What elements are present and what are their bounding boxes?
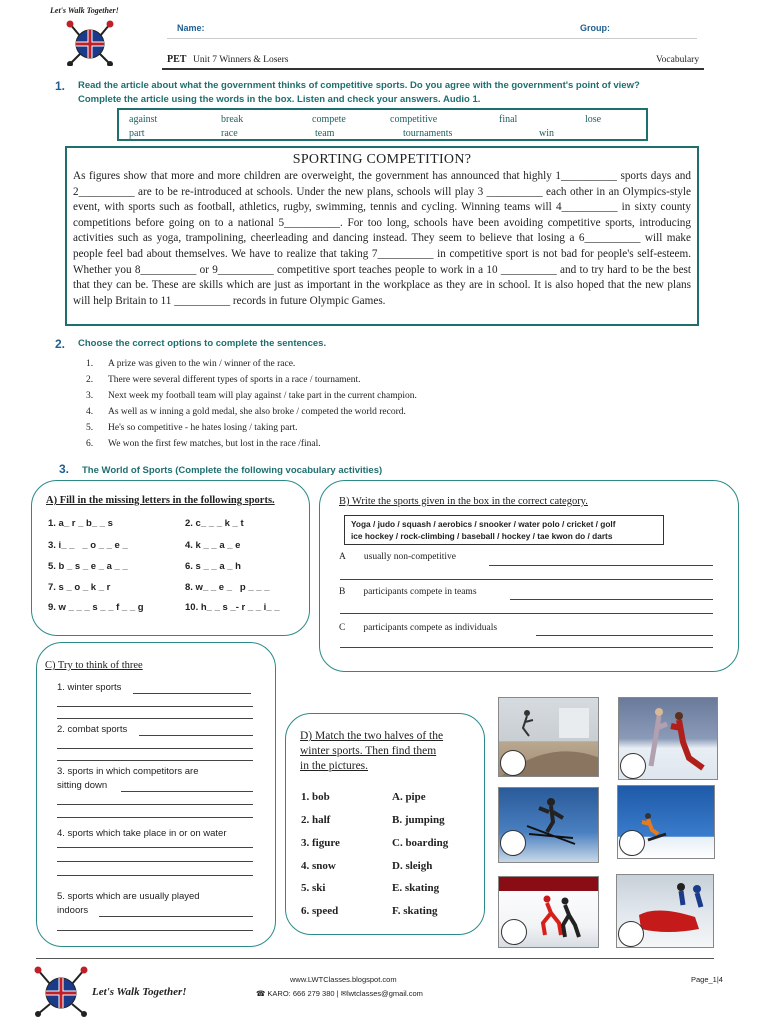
box-d	[285, 713, 485, 935]
answer-circle[interactable]	[618, 921, 644, 947]
answer-line[interactable]	[57, 748, 253, 749]
logo-ball-icon	[60, 18, 120, 66]
fill-item: 3. i_ _ _ o _ _ e _	[48, 540, 128, 551]
box-d-title-3: in the pictures.	[300, 760, 369, 772]
match-right: D. sleigh	[392, 860, 433, 872]
answer-circle[interactable]	[620, 753, 646, 779]
answer-line[interactable]	[139, 735, 253, 736]
fill-item: 9. w _ _ _ s _ _ f _ _ g	[48, 602, 144, 613]
name-label: Name:	[177, 23, 205, 33]
footer-logo-text: Let's Walk Together!	[92, 986, 187, 998]
ex2-number: 2.	[55, 337, 66, 351]
sports-list-box	[344, 515, 664, 545]
fill-item: 8. w_ _ e _ p _ _ _	[185, 582, 270, 593]
match-left: 2. half	[301, 814, 331, 826]
word: race	[221, 128, 238, 139]
match-right: A. pipe	[392, 791, 426, 803]
box-d-title-1: D) Match the two halves of the	[300, 730, 444, 742]
answer-line[interactable]	[340, 579, 713, 580]
fill-item: 2. c_ _ _ k _ t	[185, 518, 244, 529]
sentence-item: 2. There were several different types of sports in a race / tournament.	[86, 375, 361, 385]
match-left: 1. bob	[301, 791, 330, 803]
name-line[interactable]	[167, 38, 697, 39]
answer-line[interactable]	[57, 861, 253, 862]
word: lose	[585, 114, 602, 125]
match-left: 5. ski	[301, 882, 326, 894]
answer-line[interactable]	[340, 647, 713, 648]
word: team	[315, 128, 335, 139]
ex3-instructions: The World of Sports (Complete the following vocabulary activities)	[82, 465, 383, 476]
fill-item: 10. h_ _ s _- r _ _ i_ _	[185, 602, 280, 613]
answer-line[interactable]	[57, 706, 253, 707]
box-c	[36, 642, 276, 947]
fill-item: 6. s _ _ a _ h	[185, 561, 241, 572]
snowboarding-photo	[617, 785, 715, 859]
match-left: 4. snow	[301, 860, 336, 872]
word: competitive	[390, 114, 438, 125]
footer-logo	[22, 962, 222, 1018]
question-3b: sitting down	[57, 780, 108, 791]
answer-line[interactable]	[99, 916, 253, 917]
question-5b: indoors	[57, 905, 89, 916]
sentence-item: 4. As well as w inning a gold medal, she also broke / competed the world record.	[86, 407, 406, 417]
answer-line[interactable]	[57, 804, 253, 805]
footer-rule	[36, 958, 714, 959]
match-right: E. skating	[392, 882, 440, 894]
bobsleigh-photo	[616, 874, 714, 948]
word: final	[499, 114, 518, 125]
word: compete	[312, 114, 346, 125]
halfpipe-photo	[498, 697, 599, 777]
section-label: Vocabulary	[656, 55, 700, 65]
match-right: C. boarding	[392, 837, 449, 849]
word-box	[117, 108, 648, 141]
footer-contact[interactable]: ☎ KARO: 666 279 380 | ✉lwtclasses@gmail.com	[256, 989, 423, 998]
answer-line[interactable]	[340, 613, 713, 614]
box-b	[319, 480, 739, 672]
answer-line[interactable]	[57, 875, 253, 876]
box-b-title: B) Write the sports given in the box in the correct category.	[339, 496, 588, 507]
ex1-number: 1.	[55, 79, 66, 93]
fill-item: 1. a_ r _ b_ _ s	[48, 518, 113, 529]
ski-jumping-photo	[498, 787, 599, 863]
word: against	[129, 114, 158, 125]
article-box	[65, 146, 699, 326]
answer-line[interactable]	[57, 930, 253, 931]
fill-item: 5. b _ s _ e _ a _ _	[48, 561, 128, 572]
answer-line[interactable]	[121, 791, 253, 792]
figure-skating-photo	[618, 697, 718, 780]
answer-circle[interactable]	[501, 919, 527, 945]
footer-page: Page_1|4	[691, 975, 723, 984]
answer-line[interactable]	[57, 718, 253, 719]
answer-line[interactable]	[489, 565, 713, 566]
box-a	[31, 480, 310, 636]
question-1: 1. winter sports	[57, 682, 122, 693]
word: break	[221, 114, 244, 125]
answer-circle[interactable]	[500, 750, 526, 776]
ex1-instructions-1: Read the article about what the government thinks of competitive sports. Do you agree with the government's point of view?	[78, 80, 640, 91]
unit-title: Unit 7 Winners & Losers	[193, 55, 289, 65]
ex1-instructions-2: Complete the article using the words in the box. Listen and check your answers. Audio 1.	[78, 94, 481, 105]
match-left: 6. speed	[301, 905, 339, 917]
sentence-item: 5. He's so competitive - he hates losing / taking part.	[86, 423, 298, 433]
question-2: 2. combat sports	[57, 724, 128, 735]
word: part	[129, 128, 145, 139]
box-a-title: A) Fill in the missing letters in the following sports.	[46, 495, 275, 506]
box-c-title: C) Try to think of three	[45, 660, 143, 671]
sentence-item: 1. A prize was given to the win / winner of the race.	[86, 359, 296, 369]
match-left: 3. figure	[301, 837, 340, 849]
sentence-item: 3. Next week my football team will play against / take part in the current champion.	[86, 391, 417, 401]
ex2-instructions: Choose the correct options to complete the sentences.	[78, 338, 327, 349]
answer-circle[interactable]	[619, 830, 645, 856]
category-c: C participants compete as individuals	[339, 623, 498, 633]
category-b: B participants compete in teams	[339, 587, 477, 597]
category-a: A usually non-competitive	[339, 552, 456, 562]
header-rule	[162, 68, 704, 70]
answer-line[interactable]	[133, 693, 251, 694]
article-title: SPORTING COMPETITION?	[292, 152, 472, 167]
question-5a: 5. sports which are usually played	[57, 891, 200, 902]
header-logo	[46, 4, 136, 66]
fill-item: 7. s _ o _ k _ r	[48, 582, 111, 593]
word: tournaments	[403, 128, 453, 139]
answer-line[interactable]	[57, 817, 253, 818]
pet-label: PET	[167, 54, 187, 65]
box-d-title-2: winter sports. Then find them	[300, 745, 437, 757]
logo-text: Let's Walk Together!	[50, 6, 119, 15]
word: win	[539, 128, 554, 139]
sentence-item: 6. We won the first few matches, but lost in the race /final.	[86, 439, 321, 449]
article-body: As figures show that more and more children are overweight, the government has announced that highly 1__________ sports days and 2__________ are to be re-introduced at schools. Under the new plans, schools will play 3 __________ each other in an Olympics-style event, with sports such as football, athletics, rugby, swimming, tennis and cycling. Winning teams will 4__________ in sixty county competitions before going on to a national 5__________. For too long, schools have been avoiding competitive sports, introducing activities such as yoga, trampolining, cheerleading and dancing instead. They seem to believe that losing a 6__________ will make people feel bad about themselves. We have to realize that taking 7__________ in competitive sport is not bad for people's self-esteem. Whether you 8__________ or 9__________ competitive sport teaches people to work in a 10 __________ and to try hard to be the best that they can be. These are skills which are just as important in the workplace as they are in school. It is also hoped that the new plans will help Britain to 11 __________ records in future Olympic Games.	[73, 170, 691, 307]
footer-website[interactable]: www.LWTClasses.blogspot.com	[290, 975, 397, 984]
question-4: 4. sports which take place in or on water	[57, 828, 227, 839]
ex3-number: 3.	[59, 462, 70, 476]
sports-line: ice hockey / rock-climbing / baseball / hockey / tae kwon do / darts	[351, 531, 613, 541]
group-label: Group:	[580, 23, 610, 33]
logo-ball-icon	[28, 964, 94, 1018]
match-right: F. skating	[392, 905, 438, 917]
fill-item: 4. k _ _ a _ e	[185, 540, 241, 551]
question-3a: 3. sports in which competitors are	[57, 766, 199, 777]
answer-line[interactable]	[536, 635, 713, 636]
ex2-sentences	[86, 356, 417, 452]
answer-circle[interactable]	[500, 830, 526, 856]
answer-line[interactable]	[57, 847, 253, 848]
speed-skating-photo	[498, 876, 599, 948]
answer-line[interactable]	[57, 760, 253, 761]
match-right: B. jumping	[392, 814, 445, 826]
answer-line[interactable]	[510, 599, 713, 600]
sports-line: Yoga / judo / squash / aerobics / snooker / water polo / cricket / golf	[351, 519, 616, 529]
